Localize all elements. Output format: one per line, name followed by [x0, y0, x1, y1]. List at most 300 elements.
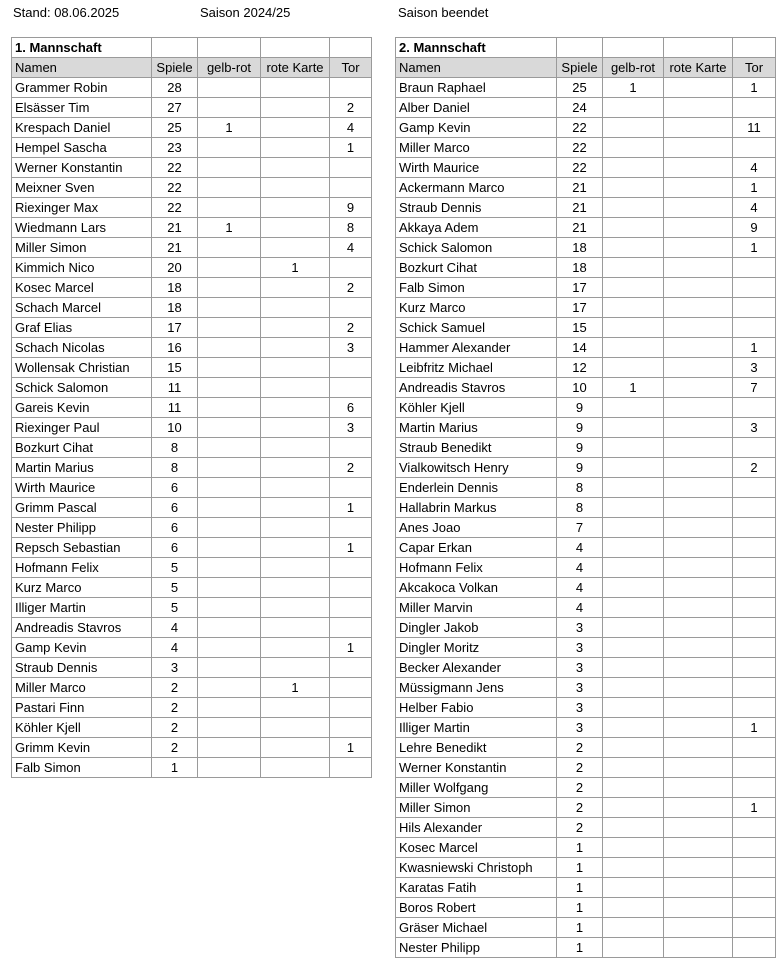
gelb-rot-cell — [198, 518, 261, 538]
rote-karte-cell — [664, 438, 733, 458]
tor-cell: 7 — [733, 378, 776, 398]
spiele-cell: 11 — [152, 378, 198, 398]
tor-cell — [330, 438, 372, 458]
gelb-rot-cell — [198, 278, 261, 298]
spiele-cell: 3 — [557, 658, 603, 678]
rote-karte-cell — [261, 518, 330, 538]
name-cell: Enderlein Dennis — [396, 478, 557, 498]
name-cell: Ackermann Marco — [396, 178, 557, 198]
tor-cell: 1 — [330, 138, 372, 158]
spiele-cell: 15 — [557, 318, 603, 338]
tor-cell — [330, 158, 372, 178]
name-cell: Straub Dennis — [12, 658, 152, 678]
tor-cell — [330, 598, 372, 618]
table-row — [12, 318, 372, 338]
gelb-rot-cell — [603, 618, 664, 638]
gelb-rot-cell — [198, 238, 261, 258]
tor-cell — [330, 358, 372, 378]
rote-karte-cell — [664, 738, 733, 758]
gelb-rot-cell — [603, 458, 664, 478]
table-row — [12, 738, 372, 758]
spiele-cell: 7 — [557, 518, 603, 538]
gelb-rot-cell — [198, 618, 261, 638]
tor-cell: 4 — [733, 158, 776, 178]
gelb-rot-cell — [198, 258, 261, 278]
column-header-tor: Tor — [330, 58, 372, 78]
table-row — [12, 598, 372, 618]
blank-cell — [603, 38, 664, 58]
tor-cell: 4 — [733, 198, 776, 218]
rote-karte-cell — [664, 578, 733, 598]
tor-cell — [733, 538, 776, 558]
name-cell: Hofmann Felix — [12, 558, 152, 578]
name-cell: Miller Marvin — [396, 598, 557, 618]
spiele-cell: 1 — [557, 938, 603, 958]
gelb-rot-cell: 1 — [198, 218, 261, 238]
table-row — [396, 538, 776, 558]
spiele-cell: 21 — [557, 218, 603, 238]
gelb-rot-cell — [603, 418, 664, 438]
table-row — [396, 258, 776, 278]
tor-cell: 1 — [733, 238, 776, 258]
table-row — [396, 838, 776, 858]
tor-cell — [733, 438, 776, 458]
table-row — [12, 558, 372, 578]
name-cell: Elsässer Tim — [12, 98, 152, 118]
spiele-cell: 5 — [152, 558, 198, 578]
spiele-cell: 28 — [152, 78, 198, 98]
table-row — [396, 318, 776, 338]
name-cell: Akcakoca Volkan — [396, 578, 557, 598]
gelb-rot-cell — [198, 598, 261, 618]
gelb-rot-cell — [603, 118, 664, 138]
table-row — [396, 578, 776, 598]
name-cell: Bozkurt Cihat — [12, 438, 152, 458]
tor-cell — [733, 598, 776, 618]
spiele-cell: 18 — [557, 238, 603, 258]
tor-cell — [733, 878, 776, 898]
rote-karte-cell — [261, 378, 330, 398]
table-row — [12, 198, 372, 218]
gelb-rot-cell — [603, 238, 664, 258]
table-row — [396, 558, 776, 578]
name-cell: Capar Erkan — [396, 538, 557, 558]
table-row — [396, 778, 776, 798]
rote-karte-cell — [261, 558, 330, 578]
rote-karte-cell — [664, 798, 733, 818]
spiele-cell: 2 — [557, 738, 603, 758]
spiele-cell: 6 — [152, 478, 198, 498]
spiele-cell: 1 — [557, 918, 603, 938]
table-row — [396, 878, 776, 898]
name-cell: Hallabrin Markus — [396, 498, 557, 518]
tor-cell: 6 — [330, 398, 372, 418]
rote-karte-cell — [664, 258, 733, 278]
spiele-cell: 23 — [152, 138, 198, 158]
tor-cell: 1 — [330, 638, 372, 658]
rote-karte-cell — [664, 338, 733, 358]
gelb-rot-cell — [603, 338, 664, 358]
table-row — [12, 178, 372, 198]
table-row — [12, 418, 372, 438]
gelb-rot-cell — [198, 358, 261, 378]
gelb-rot-cell — [603, 578, 664, 598]
rote-karte-cell — [664, 158, 733, 178]
team1-table — [11, 37, 372, 778]
gelb-rot-cell — [603, 518, 664, 538]
rote-karte-cell — [664, 758, 733, 778]
rote-karte-cell: 1 — [261, 258, 330, 278]
name-cell: Grimm Pascal — [12, 498, 152, 518]
name-cell: Werner Konstantin — [12, 158, 152, 178]
rote-karte-cell — [664, 818, 733, 838]
table-row — [12, 498, 372, 518]
tor-cell: 2 — [330, 278, 372, 298]
rote-karte-cell — [664, 218, 733, 238]
tor-cell — [330, 758, 372, 778]
gelb-rot-cell — [603, 778, 664, 798]
tor-cell: 3 — [733, 418, 776, 438]
table-row — [12, 238, 372, 258]
column-header-name: Namen — [396, 58, 557, 78]
gelb-rot-cell — [198, 198, 261, 218]
table-row — [396, 338, 776, 358]
table-row — [396, 358, 776, 378]
name-cell: Kwasniewski Christoph — [396, 858, 557, 878]
table-row — [396, 178, 776, 198]
name-cell: Boros Robert — [396, 898, 557, 918]
table-row — [12, 438, 372, 458]
name-cell: Lehre Benedikt — [396, 738, 557, 758]
gelb-rot-cell — [198, 418, 261, 438]
spiele-cell: 22 — [557, 118, 603, 138]
rote-karte-cell — [664, 838, 733, 858]
table-row — [396, 678, 776, 698]
tor-cell — [330, 658, 372, 678]
name-cell: Bozkurt Cihat — [396, 258, 557, 278]
blank-cell — [664, 38, 733, 58]
gelb-rot-cell — [603, 938, 664, 958]
rote-karte-cell — [664, 238, 733, 258]
table-row — [396, 898, 776, 918]
table-row — [396, 638, 776, 658]
table-row — [12, 678, 372, 698]
spiele-cell: 6 — [152, 538, 198, 558]
gelb-rot-cell — [603, 278, 664, 298]
tor-cell — [330, 558, 372, 578]
spiele-cell: 3 — [557, 638, 603, 658]
tor-cell — [733, 498, 776, 518]
spiele-cell: 2 — [152, 698, 198, 718]
rote-karte-cell — [261, 238, 330, 258]
spiele-cell: 17 — [152, 318, 198, 338]
spiele-cell: 18 — [152, 278, 198, 298]
spiele-cell: 25 — [557, 78, 603, 98]
gelb-rot-cell — [198, 178, 261, 198]
table-row — [396, 378, 776, 398]
tor-cell — [733, 938, 776, 958]
gelb-rot-cell — [603, 358, 664, 378]
tor-cell — [733, 578, 776, 598]
name-cell: Wiedmann Lars — [12, 218, 152, 238]
tor-cell: 1 — [733, 798, 776, 818]
team1-body — [12, 38, 372, 778]
rote-karte-cell — [261, 758, 330, 778]
tor-cell — [733, 818, 776, 838]
name-cell: Gamp Kevin — [396, 118, 557, 138]
tor-cell: 3 — [330, 418, 372, 438]
spiele-cell: 8 — [152, 458, 198, 478]
tor-cell — [330, 678, 372, 698]
table-row — [396, 158, 776, 178]
name-cell: Schick Salomon — [12, 378, 152, 398]
rote-karte-cell — [664, 698, 733, 718]
gelb-rot-cell — [198, 398, 261, 418]
name-cell: Schick Samuel — [396, 318, 557, 338]
table-row — [12, 578, 372, 598]
spiele-cell: 2 — [152, 718, 198, 738]
name-cell: Gamp Kevin — [12, 638, 152, 658]
rote-karte-cell — [664, 858, 733, 878]
spiele-cell: 4 — [152, 618, 198, 638]
tor-cell — [733, 478, 776, 498]
table-row — [396, 298, 776, 318]
spiele-cell: 18 — [152, 298, 198, 318]
table-row — [396, 658, 776, 678]
rote-karte-cell — [261, 158, 330, 178]
gelb-rot-cell — [198, 458, 261, 478]
column-header-row — [12, 58, 372, 78]
name-cell: Schach Marcel — [12, 298, 152, 318]
name-cell: Straub Benedikt — [396, 438, 557, 458]
table-row — [396, 138, 776, 158]
spiele-cell: 1 — [152, 758, 198, 778]
gelb-rot-cell — [198, 498, 261, 518]
name-cell: Wirth Maurice — [396, 158, 557, 178]
rote-karte-cell — [664, 898, 733, 918]
name-cell: Alber Daniel — [396, 98, 557, 118]
tor-cell — [733, 98, 776, 118]
tor-cell — [733, 638, 776, 658]
name-cell: Vialkowitsch Henry — [396, 458, 557, 478]
gelb-rot-cell — [603, 258, 664, 278]
table-row — [396, 478, 776, 498]
gelb-rot-cell — [198, 478, 261, 498]
table-row — [396, 738, 776, 758]
spiele-cell: 1 — [557, 878, 603, 898]
team-title-row — [396, 38, 776, 58]
gelb-rot-cell — [198, 78, 261, 98]
gelb-rot-cell — [603, 698, 664, 718]
spiele-cell: 5 — [152, 598, 198, 618]
name-cell: Dingler Moritz — [396, 638, 557, 658]
name-cell: Kosec Marcel — [396, 838, 557, 858]
tor-cell — [733, 518, 776, 538]
name-cell: Kurz Marco — [12, 578, 152, 598]
gelb-rot-cell — [603, 658, 664, 678]
tor-cell: 2 — [733, 458, 776, 478]
spiele-cell: 4 — [557, 598, 603, 618]
tor-cell — [330, 578, 372, 598]
rote-karte-cell — [664, 78, 733, 98]
table-row — [12, 138, 372, 158]
spiele-cell: 9 — [557, 418, 603, 438]
name-cell: Andreadis Stavros — [396, 378, 557, 398]
name-cell: Wirth Maurice — [12, 478, 152, 498]
table-row — [396, 858, 776, 878]
column-header-gelb-rot: gelb-rot — [603, 58, 664, 78]
tor-cell — [733, 318, 776, 338]
name-cell: Braun Raphael — [396, 78, 557, 98]
rote-karte-cell — [664, 178, 733, 198]
tor-cell — [733, 698, 776, 718]
table-row — [396, 798, 776, 818]
tor-cell: 2 — [330, 318, 372, 338]
name-cell: Illiger Martin — [396, 718, 557, 738]
table-row — [12, 398, 372, 418]
table-row — [396, 918, 776, 938]
tor-cell: 11 — [733, 118, 776, 138]
spiele-cell: 10 — [557, 378, 603, 398]
rote-karte-cell — [664, 98, 733, 118]
spiele-cell: 14 — [557, 338, 603, 358]
gelb-rot-cell — [198, 378, 261, 398]
gelb-rot-cell — [603, 918, 664, 938]
tor-cell — [330, 698, 372, 718]
rote-karte-cell — [261, 618, 330, 638]
name-cell: Werner Konstantin — [396, 758, 557, 778]
gelb-rot-cell — [603, 498, 664, 518]
tor-cell — [330, 258, 372, 278]
name-cell: Hils Alexander — [396, 818, 557, 838]
spiele-cell: 27 — [152, 98, 198, 118]
name-cell: Falb Simon — [396, 278, 557, 298]
tor-cell: 1 — [733, 178, 776, 198]
gelb-rot-cell — [603, 98, 664, 118]
table-row — [12, 518, 372, 538]
table-row — [12, 358, 372, 378]
name-cell: Grammer Robin — [12, 78, 152, 98]
spiele-cell: 15 — [152, 358, 198, 378]
tor-cell: 4 — [330, 238, 372, 258]
table-row — [396, 418, 776, 438]
tor-cell — [733, 658, 776, 678]
gelb-rot-cell — [198, 318, 261, 338]
table-row — [12, 458, 372, 478]
tor-cell — [733, 918, 776, 938]
rote-karte-cell — [261, 458, 330, 478]
rote-karte-cell — [261, 538, 330, 558]
spiele-cell: 22 — [152, 178, 198, 198]
rote-karte-cell — [664, 618, 733, 638]
tor-cell: 1 — [733, 78, 776, 98]
name-cell: Hofmann Felix — [396, 558, 557, 578]
rote-karte-cell — [664, 518, 733, 538]
spiele-cell: 22 — [152, 158, 198, 178]
rote-karte-cell — [664, 918, 733, 938]
gelb-rot-cell — [603, 298, 664, 318]
rote-karte-cell — [261, 658, 330, 678]
name-cell: Schick Salomon — [396, 238, 557, 258]
gelb-rot-cell — [198, 738, 261, 758]
rote-karte-cell — [261, 118, 330, 138]
tor-cell: 1 — [330, 498, 372, 518]
table-row — [396, 698, 776, 718]
tor-cell — [733, 558, 776, 578]
spiele-cell: 12 — [557, 358, 603, 378]
rote-karte-cell — [261, 178, 330, 198]
rote-karte-cell — [261, 738, 330, 758]
gelb-rot-cell — [198, 698, 261, 718]
spiele-cell: 22 — [557, 158, 603, 178]
rote-karte-cell — [664, 418, 733, 438]
gelb-rot-cell — [603, 798, 664, 818]
rote-karte-cell — [664, 358, 733, 378]
team2-body — [396, 38, 776, 958]
rote-karte-cell — [664, 278, 733, 298]
rote-karte-cell — [664, 138, 733, 158]
tor-cell — [733, 758, 776, 778]
rote-karte-cell — [261, 78, 330, 98]
rote-karte-cell — [664, 558, 733, 578]
gelb-rot-cell — [603, 858, 664, 878]
name-cell: Wollensak Christian — [12, 358, 152, 378]
gelb-rot-cell — [198, 578, 261, 598]
column-header-rote-karte: rote Karte — [664, 58, 733, 78]
table-row — [396, 438, 776, 458]
gelb-rot-cell — [603, 478, 664, 498]
name-cell: Repsch Sebastian — [12, 538, 152, 558]
gelb-rot-cell — [603, 678, 664, 698]
table-row — [12, 118, 372, 138]
rote-karte-cell — [261, 398, 330, 418]
spiele-cell: 17 — [557, 278, 603, 298]
spiele-cell: 21 — [557, 198, 603, 218]
spiele-cell: 1 — [557, 838, 603, 858]
gelb-rot-cell — [603, 738, 664, 758]
name-cell: Schach Nicolas — [12, 338, 152, 358]
gelb-rot-cell — [603, 178, 664, 198]
name-cell: Miller Wolfgang — [396, 778, 557, 798]
name-cell: Köhler Kjell — [396, 398, 557, 418]
table-row — [12, 478, 372, 498]
tor-cell: 4 — [330, 118, 372, 138]
rote-karte-cell — [261, 318, 330, 338]
rote-karte-cell — [664, 118, 733, 138]
table-row — [12, 758, 372, 778]
tor-cell — [733, 678, 776, 698]
spiele-cell: 9 — [557, 398, 603, 418]
gelb-rot-cell: 1 — [603, 378, 664, 398]
name-cell: Miller Marco — [12, 678, 152, 698]
rote-karte-cell — [664, 658, 733, 678]
spiele-cell: 21 — [557, 178, 603, 198]
spiele-cell: 2 — [152, 678, 198, 698]
spiele-cell: 3 — [557, 618, 603, 638]
spiele-cell: 3 — [557, 718, 603, 738]
gelb-rot-cell — [603, 318, 664, 338]
column-header-gelb-rot: gelb-rot — [198, 58, 261, 78]
spiele-cell: 22 — [152, 198, 198, 218]
gelb-rot-cell — [198, 298, 261, 318]
spiele-cell: 24 — [557, 98, 603, 118]
rote-karte-cell — [261, 698, 330, 718]
table-row — [12, 218, 372, 238]
gelb-rot-cell — [603, 758, 664, 778]
name-cell: Karatas Fatih — [396, 878, 557, 898]
tor-cell — [733, 838, 776, 858]
gelb-rot-cell — [603, 398, 664, 418]
